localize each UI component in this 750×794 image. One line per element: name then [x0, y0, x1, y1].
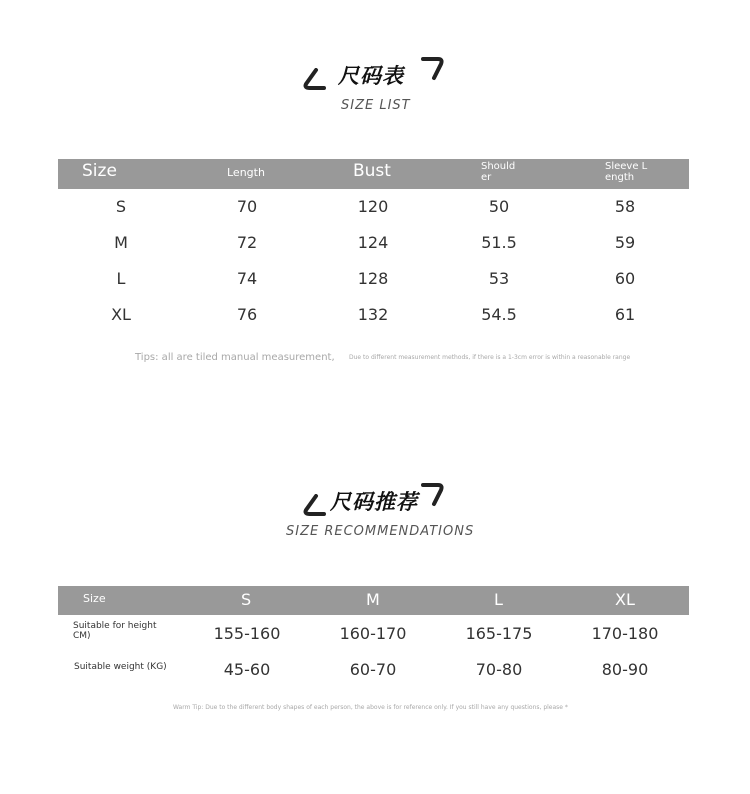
table-cell: M [114, 233, 128, 252]
table-cell: 60-70 [349, 660, 397, 679]
table-cell: 80-90 [601, 660, 649, 679]
rec-header-xl: XL [615, 590, 635, 609]
table-cell: L [116, 269, 126, 288]
table-cell: 60 [614, 269, 636, 288]
rec-header-size: Size [83, 592, 106, 605]
table-cell: 53 [488, 269, 510, 288]
header-size: Size [82, 161, 117, 181]
size-rec-title-en: SIZE RECOMMENDATIONS [286, 524, 475, 539]
row-label-weight: Suitable weight (KG) [74, 662, 167, 672]
table-cell: 58 [614, 197, 636, 216]
table-cell: S [115, 197, 127, 216]
left-bracket-icon [302, 68, 326, 92]
table-cell: 155-160 [213, 624, 281, 643]
warm-tip: Warm Tip: Due to the different body shapes of each person, the above is for reference only. If you still have any questions, please * [173, 704, 568, 711]
rec-header-s: S [241, 590, 252, 609]
table-cell: 120 [357, 197, 389, 216]
table-cell: 76 [236, 305, 258, 324]
size-list-title-en: SIZE LIST [341, 98, 411, 113]
size-list-title-cn: 尺码表 [338, 64, 404, 88]
table-cell: 170-180 [591, 624, 659, 643]
header-shoulder: Should er [481, 161, 516, 183]
table-cell: 128 [357, 269, 389, 288]
row-label-height: Suitable for height CM) [73, 621, 157, 641]
header-bust: Bust [353, 161, 391, 181]
header-sleeve-length: Sleeve L ength [605, 161, 648, 183]
table-cell: XL [111, 305, 131, 324]
measurement-error-note: Due to different measurement methods, if there is a 1-3cm error is within a reasonable range [349, 354, 631, 361]
table-cell: 132 [357, 305, 389, 324]
table-cell: 70-80 [475, 660, 523, 679]
right-bracket-icon [420, 54, 446, 82]
table-cell: 70 [236, 197, 258, 216]
size-rec-title-cn: 尺码推荐 [330, 490, 418, 514]
rec-header-m: M [366, 590, 380, 609]
table-cell: 160-170 [339, 624, 407, 643]
table-cell: 50 [488, 197, 510, 216]
measurement-tip: Tips: all are tiled manual measurement, [135, 352, 335, 363]
table-cell: 45-60 [223, 660, 271, 679]
rec-header-l: L [494, 590, 503, 609]
right-bracket-icon [420, 480, 446, 508]
header-length: Length [227, 166, 265, 179]
left-bracket-icon [302, 494, 326, 518]
table-cell: 51.5 [481, 233, 517, 252]
table-cell: 165-175 [465, 624, 533, 643]
table-cell: 124 [357, 233, 389, 252]
table-cell: 54.5 [481, 305, 517, 324]
table-cell: 59 [614, 233, 636, 252]
table-cell: 74 [236, 269, 258, 288]
table-cell: 72 [236, 233, 258, 252]
table-cell: 61 [614, 305, 636, 324]
